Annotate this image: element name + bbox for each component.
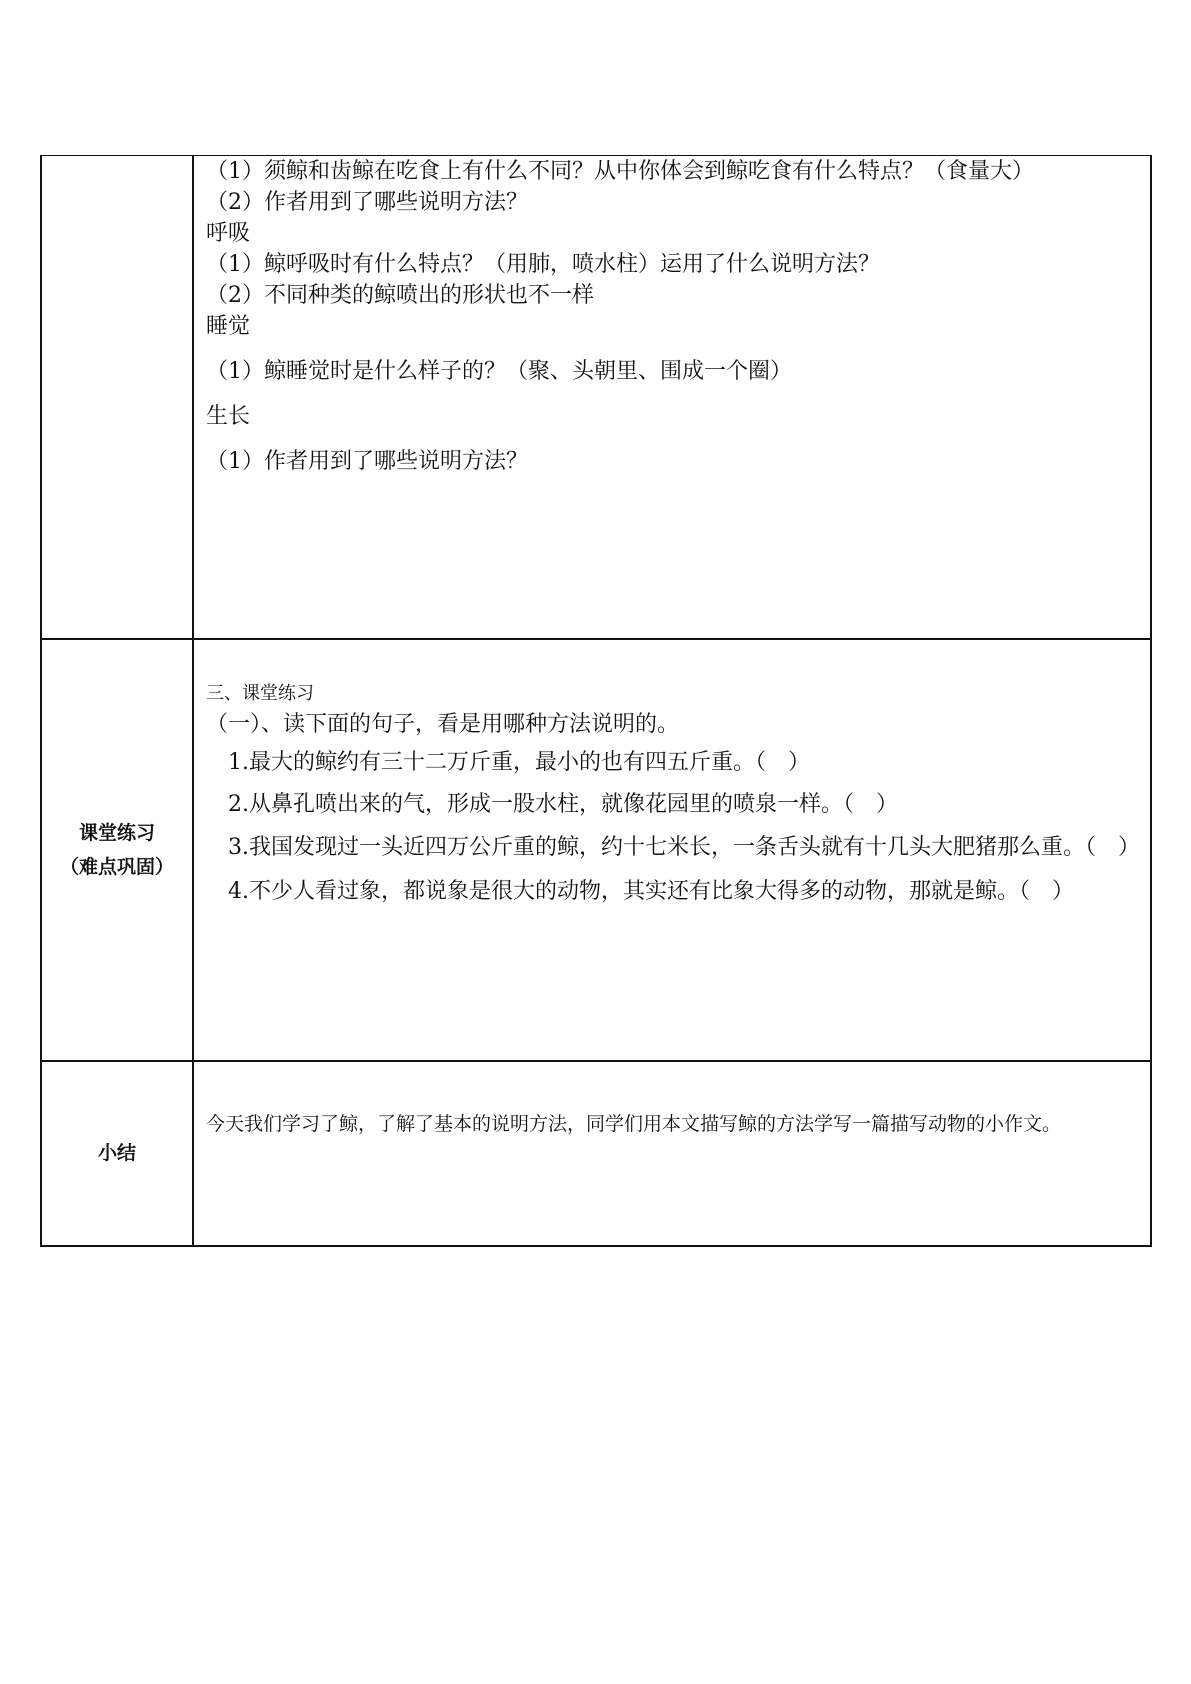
row-label-line: 课堂练习 — [78, 821, 155, 844]
table-row — [41, 639, 1151, 1061]
teaching-content-cell — [193, 156, 1151, 639]
practice-item: 3.我国发现过一头近四万公斤重的鲸，约十七米长，一条舌头就有十几头大肥猪那么重。（ ） — [228, 834, 1140, 860]
practice-subheading: （一）、读下面的句子，看是用哪种方法说明的。 — [206, 711, 680, 737]
question-line: （1）鲸睡觉时是什么样子的？（聚、头朝里、围成一个圈） — [206, 359, 792, 384]
question-line: （1）作者用到了哪些说明方法？ — [206, 449, 528, 474]
practice-content-cell — [193, 639, 1151, 1061]
practice-item: 2.从鼻孔喷出来的气，形成一股水柱，就像花园里的喷泉一样。（ ） — [228, 791, 898, 817]
question-line: （2）不同种类的鲸喷出的形状也不一样 — [206, 283, 594, 308]
table-row — [41, 1061, 1151, 1246]
practice-item: 4.不少人看过象，都说象是很大的动物，其实还有比象大得多的动物，那就是鲸。（ ） — [228, 878, 1074, 904]
summary-text: 今天我们学习了鲸，了解了基本的说明方法，同学们用本文描写鲸的方法学写一篇描写动物的小作文。 — [206, 1112, 1062, 1135]
summary-content-cell — [193, 1061, 1151, 1246]
lesson-plan-table — [40, 155, 1152, 1247]
topic-heading: 生长 — [206, 404, 251, 429]
row-label-summary — [41, 1061, 193, 1246]
row-label-line: （难点巩固） — [59, 855, 174, 878]
topic-heading: 呼吸 — [206, 221, 251, 246]
row-label-empty — [41, 156, 193, 639]
practice-item: 1.最大的鲸约有三十二万斤重，最小的也有四五斤重。（ ） — [228, 749, 810, 775]
row-label-classroom-practice — [41, 639, 193, 1061]
question-line: （1）须鲸和齿鲸在吃食上有什么不同？从中你体会到鲸吃食有什么特点？（食量大） — [206, 159, 1034, 184]
question-line: （2）作者用到了哪些说明方法？ — [206, 190, 528, 215]
question-line: （1）鲸呼吸时有什么特点？（用肺，喷水柱）运用了什么说明方法？ — [206, 252, 880, 277]
practice-heading: 三、课堂练习 — [206, 682, 314, 704]
topic-heading: 睡觉 — [206, 314, 251, 339]
table-row — [41, 156, 1151, 639]
row-label-line: 小结 — [97, 1142, 136, 1164]
